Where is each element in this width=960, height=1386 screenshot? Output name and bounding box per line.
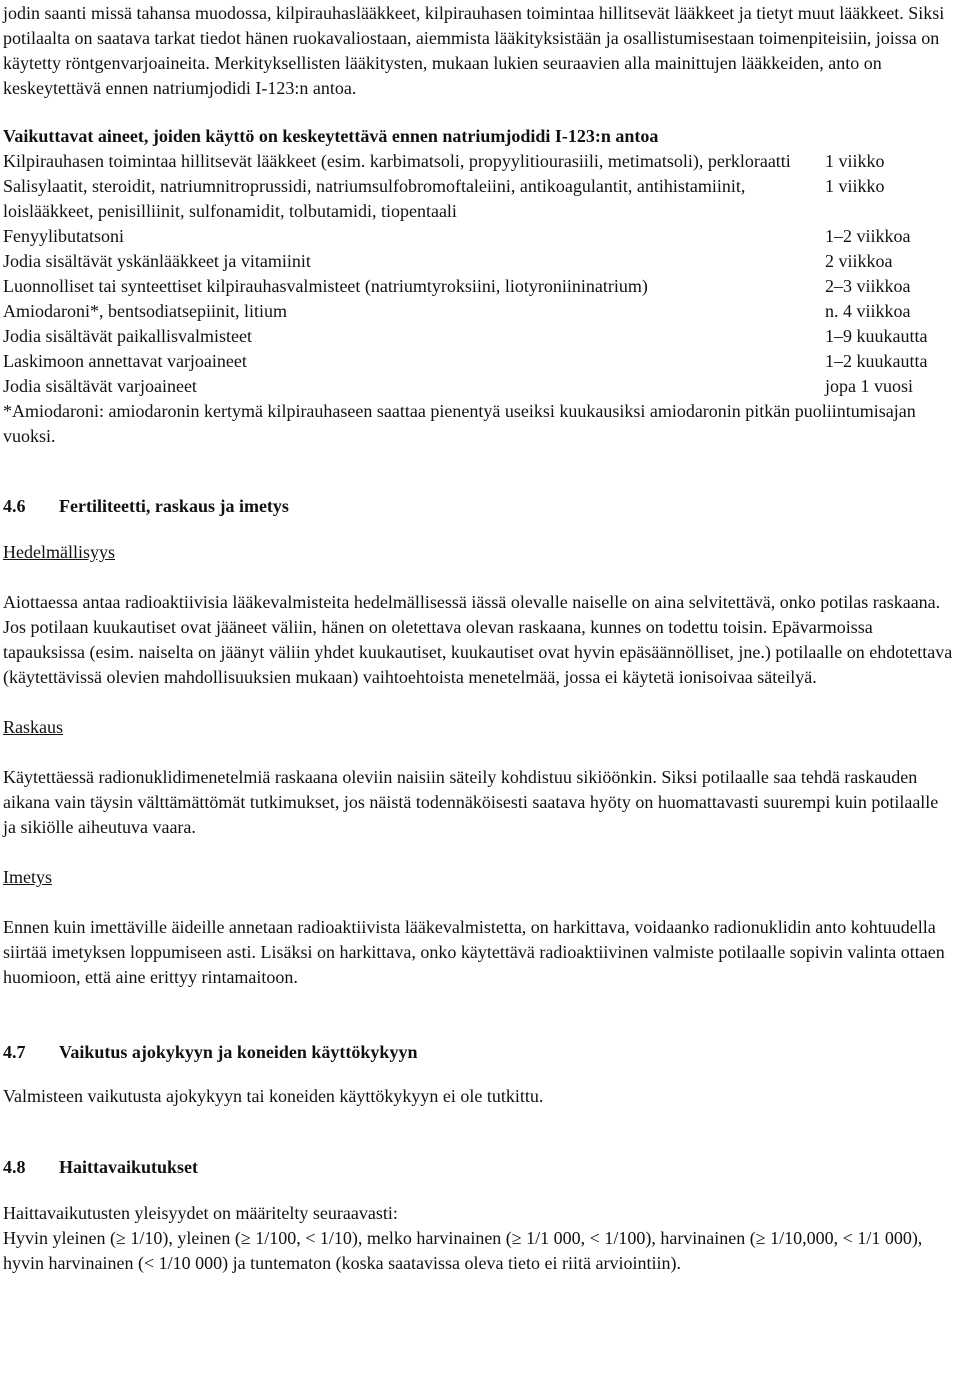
substance-cell: Fenyylibutatsoni [3, 226, 124, 246]
section-title: Haittavaikutukset [59, 1157, 199, 1177]
document-page [3, 0, 955, 1276]
duration-cell: 1 viikko [825, 151, 885, 171]
duration-cell: 2–3 viikkoa [825, 276, 911, 296]
section-title: Fertiliteetti, raskaus ja imetys [59, 496, 289, 516]
table-row [3, 374, 955, 399]
pregnancy-paragraph: Käytettäessä radionuklidimenetelmiä raskaana oleviin naisiin säteily kohdistuu sikiöönkin. Siksi potilaalle saa tehdä raskauden aikana vain täysin välttämättömät tutkimukset, jos näistä todennäköisesti saatava hyöty on huomattavasti suurempi kuin potilaalle ja sikiölle aiheutuva vaara. [3, 767, 939, 837]
table-title: Vaikuttavat aineet, joiden käyttö on keskeytettävä ennen natriumjodidi I-123:n antoa [3, 126, 659, 146]
substance-cell: Laskimoon annettavat varjoaineet [3, 351, 247, 371]
duration-cell: 1–2 kuukautta [825, 351, 928, 371]
duration-cell: 1–2 viikkoa [825, 226, 911, 246]
section-4-7-heading [3, 1040, 955, 1065]
duration-cell: 1 viikko [825, 176, 885, 196]
lactation-paragraph: Ennen kuin imettäville äideille annetaan radioaktiivista lääkevalmistetta, on harkittava, voidaanko radionuklidin anto kohtuudella siirtää imetyksen loppumiseen asti. Lisäksi on harkittava, onko käytettävä radioaktiivinen valmiste potilaalle sopivin valinta ottaen huomioon, että aine erittyy rintamaitoon. [3, 917, 945, 987]
table-row [3, 224, 955, 249]
table-row [3, 299, 955, 324]
table-footnote: *Amiodaroni: amiodaronin kertymä kilpirauhaseen saattaa pienentyä useiksi kuukausiksi amiodaronin pitkän puoliintumisajan vuoksi. [3, 401, 916, 446]
substance-cell: Salisylaatit, steroidit, natriumnitroprussidi, natriumsulfobromoftaleiini, antikoagulantit, antihistamiinit, loislääkkeet, penisilliinit, sulfonamidit, tolbutamidi, tiopentaali [3, 176, 746, 221]
section-number: 4.7 [3, 1042, 26, 1062]
substance-cell: Jodia sisältävät paikallisvalmisteet [3, 326, 252, 346]
intro-paragraph: jodin saanti missä tahansa muodossa, kilpirauhaslääkkeet, kilpirauhasen toimintaa hillitsevät lääkkeet ja tietyt muut lääkkeet. Siksi potilaalta on saatava tarkat tiedot hänen ruokavaliostaan, aiemmista lääkityksistään ja osallistumisestaan toimenpiteisiin, joissa on käytetty röntgenvarjoaineita. Merkityksellisten lääkitysten, mukaan lukien seuraavien alla mainittujen lääkkeiden, anto on keskeytettävä ennen natriumjodidi I-123:n antoa. [3, 3, 945, 98]
drug-discontinuation-table [3, 124, 955, 449]
substance-cell: Luonnolliset tai synteettiset kilpirauhasvalmisteet (natriumtyroksiini, liotyroniininatrium) [3, 276, 648, 296]
duration-cell: 2 viikkoa [825, 251, 893, 271]
fertility-heading: Hedelmällisyys [3, 542, 115, 562]
frequency-intro: Haittavaikutusten yleisyydet on määritelty seuraavasti: [3, 1203, 398, 1223]
section-title: Vaikutus ajokykyyn ja koneiden käyttökykyyn [59, 1042, 418, 1062]
substance-cell: Jodia sisältävät yskänlääkkeet ja vitamiinit [3, 251, 311, 271]
section-4-7-paragraph: Valmisteen vaikutusta ajokykyyn tai koneiden käyttökykyyn ei ole tutkittu. [3, 1086, 544, 1106]
section-4-6-heading [3, 494, 955, 519]
table-row [3, 174, 955, 224]
section-number: 4.6 [3, 496, 26, 516]
frequency-definitions: Hyvin yleinen (≥ 1/10), yleinen (≥ 1/100, < 1/10), melko harvinainen (≥ 1/1 000, < 1/100), harvinainen (≥ 1/10,000, < 1/1 000), hyvin harvinainen (< 1/10 000) ja tuntematon (koska saatavissa oleva tieto ei riitä arviointiin). [3, 1228, 923, 1273]
table-row [3, 324, 955, 349]
substance-cell: Amiodaroni*, bentsodiatsepiinit, litium [3, 301, 287, 321]
fertility-paragraph: Aiottaessa antaa radioaktiivisia lääkevalmisteita hedelmällisessä iässä olevalle naiselle on aina selvitettävä, onko potilas raskaana. Jos potilaan kuukautiset ovat jääneet väliin, hänen on oletettava olevan raskaana, kunnes on todettu toisin. Epävarmoissa tapauksissa (esim. naiselta on jäänyt väliin yhdet kuukautiset, kuukautiset ovat hyvin epäsäännölliset, jne.) potilaalle on ehdotettava (käytettävissä olevien mahdollisuuksien mukaan) vaihtoehtoista menetelmää, jossa ei käytetä ionisoivaa säteilyä. [3, 592, 953, 687]
table-row [3, 249, 955, 274]
table-row [3, 274, 955, 299]
table-row [3, 149, 955, 174]
lactation-heading: Imetys [3, 867, 52, 887]
substance-cell: Kilpirauhasen toimintaa hillitsevät lääkkeet (esim. karbimatsoli, propyylitiourasiili, metimatsoli), perkloraatti [3, 151, 791, 171]
duration-cell: 1–9 kuukautta [825, 326, 928, 346]
pregnancy-heading: Raskaus [3, 717, 63, 737]
duration-cell: jopa 1 vuosi [825, 376, 913, 396]
duration-cell: n. 4 viikkoa [825, 301, 911, 321]
substance-cell: Jodia sisältävät varjoaineet [3, 376, 197, 396]
table-row [3, 349, 955, 374]
section-number: 4.8 [3, 1157, 26, 1177]
section-4-8-heading [3, 1155, 955, 1180]
